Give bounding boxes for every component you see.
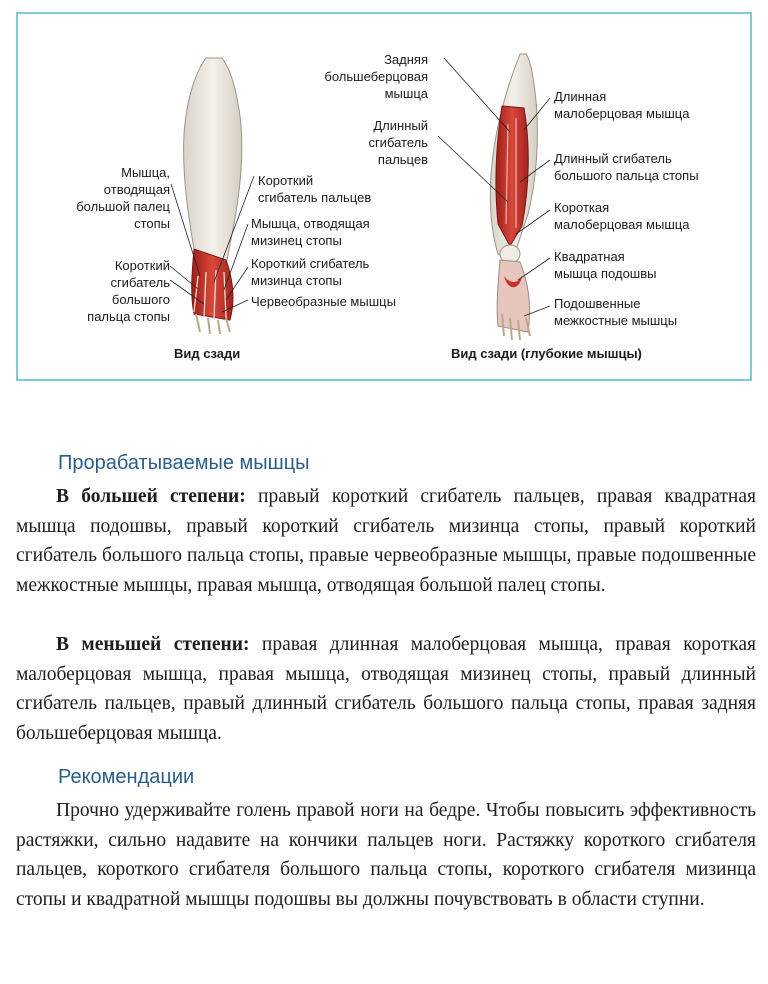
label-flexor-digitorum-longus <box>318 117 428 168</box>
left-leg-drawing <box>184 58 242 334</box>
label-line: Червеобразные мышцы <box>251 294 396 309</box>
label-line: отводящая <box>103 182 170 197</box>
section-title-recommendations: Рекомендации <box>58 766 195 788</box>
caption-left: Вид сзади <box>174 346 241 361</box>
section-title-muscles: Прорабатываемые мышцы <box>58 452 310 474</box>
paragraph-secondary-muscles <box>16 630 756 748</box>
label-peroneus-brevis <box>554 199 689 233</box>
label-line: сгибатель <box>368 135 428 150</box>
label-line: Мышца, <box>121 165 170 180</box>
label-tibialis-posterior <box>298 51 428 102</box>
label-flexor-digitorum-brevis <box>258 172 371 206</box>
label-line: малоберцовая мышца <box>554 106 690 121</box>
paragraph-lead: В меньшей степени: <box>56 634 250 655</box>
label-line: Квадратная <box>554 249 625 264</box>
label-line: мизинец стопы <box>251 233 342 248</box>
label-line: сгибатель <box>110 275 170 290</box>
label-line: большеберцовая <box>324 69 428 84</box>
label-line: большой палец <box>76 199 170 214</box>
label-line: Короткий <box>114 258 170 273</box>
label-line: стопы <box>134 216 170 231</box>
label-line: Длинный сгибатель <box>554 151 672 166</box>
label-lumbricals <box>251 293 396 310</box>
label-abductor-digiti-minimi <box>251 215 370 249</box>
label-peroneus-longus <box>554 88 689 122</box>
label-flexor-hallucis-brevis <box>58 257 170 325</box>
label-line: сгибатель пальцев <box>258 190 372 205</box>
paragraph-body: Прочно удерживайте голень правой ноги на бедре. Чтобы повысить эффективность растяжки, сильно надавите на кончики пальцев ноги. Растяжку короткого сгибателя пальцев, короткого сгибателя большого пальца стопы, короткого сгибателя мизинца стопы и квадратной мышцы подошвы вы должны почувствовать в области ступни. <box>16 800 756 910</box>
label-line: мышца <box>384 86 428 101</box>
label-line: мышца подошвы <box>554 266 657 281</box>
paragraph-lead: В большей степени: <box>56 486 246 507</box>
paragraph-body: правый короткий сгибатель пальцев, правая квадратная мышца подошвы, правый короткий сгибатель мизинца стопы, правый короткий сгибатель большого пальца стопы, правые червеобразные мышцы, правые подошвенные межкостные мышцы, правая мышца, отводящая большой палец стопы. <box>16 486 756 596</box>
label-line: пальцев <box>377 152 428 167</box>
label-line: межкостные мышцы <box>554 313 678 328</box>
label-abductor-hallucis <box>58 164 170 232</box>
label-flexor-digiti-minimi <box>251 255 369 289</box>
paragraph-primary-muscles <box>16 482 756 600</box>
anatomy-figure <box>16 12 752 381</box>
label-line: Короткая <box>554 200 610 215</box>
label-line: большого <box>111 292 170 307</box>
label-line: малоберцовая мышца <box>554 217 690 232</box>
label-line: пальца стопы <box>87 309 170 324</box>
paragraph-body: правая длинная малоберцовая мышца, правая короткая малоберцовая мышца, правая мышца, отводящая мизинец стопы, правый длинный сгибатель пальцев, правый длинный сгибатель большого пальца стопы, правая задняя большеберцовая мышца. <box>16 634 756 744</box>
label-line: Мышца, отводящая <box>251 216 370 231</box>
label-line: Задняя <box>384 52 428 67</box>
right-leg-drawing <box>490 54 537 340</box>
label-line: Подошвенные <box>554 296 641 311</box>
label-line: Длинный <box>373 118 428 133</box>
label-quadratus-plantae <box>554 248 656 282</box>
label-line: Короткий сгибатель <box>251 256 370 271</box>
label-line: мизинца стопы <box>251 273 342 288</box>
label-line: большого пальца стопы <box>554 168 699 183</box>
label-line: Длинная <box>554 89 607 104</box>
paragraph-recommendations <box>16 796 756 914</box>
label-plantar-interossei <box>554 295 677 329</box>
label-line: Короткий <box>258 173 314 188</box>
caption-right: Вид сзади (глубокие мышцы) <box>451 346 642 361</box>
label-flexor-hallucis-longus <box>554 150 699 184</box>
